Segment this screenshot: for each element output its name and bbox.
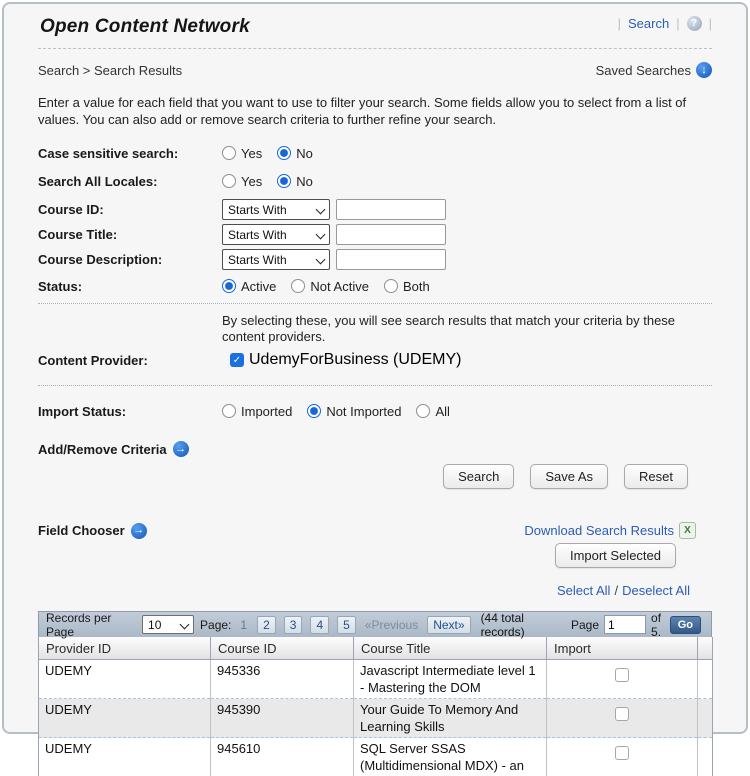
course-id-row bbox=[38, 199, 712, 220]
course-title-operator-select[interactable] bbox=[222, 224, 330, 245]
radio-selected-icon[interactable] bbox=[222, 279, 236, 293]
results-table bbox=[38, 637, 713, 776]
radio-selected-icon[interactable] bbox=[277, 146, 291, 160]
import-status-row bbox=[38, 403, 712, 419]
section-divider bbox=[38, 385, 712, 386]
course-description-input[interactable] bbox=[336, 249, 446, 270]
field-chooser-label: Field Chooser bbox=[38, 523, 125, 538]
breadcrumb: Search > Search Results bbox=[38, 63, 182, 78]
cell-course-title: SQL Server SSAS (Multidimensional MDX) - an bbox=[354, 738, 547, 776]
status-row bbox=[38, 278, 712, 294]
import-status-not-imported-radio[interactable] bbox=[307, 404, 401, 419]
radio-label: Not Imported bbox=[326, 404, 401, 419]
radio-icon[interactable] bbox=[384, 279, 398, 293]
column-course-title: Course Title bbox=[354, 637, 547, 660]
total-records: (44 total records) bbox=[481, 611, 565, 639]
radio-label: Imported bbox=[241, 404, 292, 419]
content-provider-row bbox=[38, 351, 712, 369]
cell-provider-id: UDEMY bbox=[39, 660, 211, 699]
cell-course-title: Javascript Intermediate level 1 - Mastering the DOM bbox=[354, 660, 547, 699]
cell-course-id: 945336 bbox=[211, 660, 354, 699]
page-3-link[interactable]: 3 bbox=[284, 616, 303, 634]
page-5-link[interactable]: 5 bbox=[337, 616, 356, 634]
cell-spacer bbox=[698, 738, 713, 776]
search-all-locales-label: Search All Locales: bbox=[38, 174, 222, 189]
cell-import bbox=[547, 738, 698, 776]
records-per-page-label: Records per Page bbox=[46, 611, 136, 639]
divider: | bbox=[618, 16, 621, 31]
add-remove-criteria[interactable] bbox=[38, 441, 189, 457]
section-divider bbox=[38, 303, 712, 304]
search-button[interactable]: Search bbox=[443, 464, 514, 489]
download-search-results-link[interactable]: Download Search Results bbox=[524, 523, 674, 538]
download-search-results[interactable] bbox=[524, 522, 696, 539]
case-sensitive-no-radio[interactable] bbox=[277, 146, 313, 161]
arrow-down-icon[interactable]: ↓ bbox=[696, 62, 712, 78]
course-description-row bbox=[38, 249, 712, 270]
course-id-label: Course ID: bbox=[38, 202, 222, 217]
column-spacer bbox=[698, 637, 713, 660]
course-description-operator-select[interactable] bbox=[222, 249, 330, 270]
radio-label: Yes bbox=[241, 174, 262, 189]
page-label: Page: bbox=[200, 618, 231, 632]
column-course-id: Course ID bbox=[211, 637, 354, 660]
radio-icon[interactable] bbox=[416, 404, 430, 418]
saved-searches[interactable] bbox=[596, 62, 712, 78]
excel-icon[interactable]: X bbox=[679, 522, 696, 539]
column-provider-id: Provider ID bbox=[39, 637, 211, 660]
divider: / bbox=[614, 583, 618, 598]
page-number-input[interactable] bbox=[604, 615, 646, 634]
row-import-checkbox[interactable] bbox=[615, 707, 629, 721]
arrow-right-icon[interactable]: → bbox=[131, 523, 147, 539]
status-label: Status: bbox=[38, 279, 222, 294]
import-status-imported-radio[interactable] bbox=[222, 404, 292, 419]
cell-provider-id: UDEMY bbox=[39, 699, 211, 738]
header-divider bbox=[38, 48, 712, 49]
save-as-button[interactable]: Save As bbox=[530, 464, 608, 489]
radio-label: Active bbox=[241, 279, 276, 294]
cell-spacer bbox=[698, 699, 713, 738]
course-id-operator-select[interactable] bbox=[222, 199, 330, 220]
help-icon[interactable]: ? bbox=[687, 16, 702, 31]
radio-icon[interactable] bbox=[222, 174, 236, 188]
cell-course-title: Your Guide To Memory And Learning Skills bbox=[354, 699, 547, 738]
import-selected-button[interactable]: Import Selected bbox=[555, 543, 676, 568]
course-id-input[interactable] bbox=[336, 199, 446, 220]
radio-label: No bbox=[296, 174, 313, 189]
action-buttons bbox=[38, 464, 688, 489]
arrow-right-icon[interactable]: → bbox=[173, 441, 189, 457]
cell-spacer bbox=[698, 660, 713, 699]
search-all-locales-row bbox=[38, 173, 712, 189]
go-button[interactable]: Go bbox=[670, 616, 701, 634]
table-row bbox=[39, 699, 713, 738]
page-header bbox=[38, 14, 712, 38]
page-4-link[interactable]: 4 bbox=[310, 616, 329, 634]
add-remove-criteria-row bbox=[38, 441, 712, 457]
row-import-checkbox[interactable] bbox=[615, 746, 629, 760]
radio-label: No bbox=[296, 146, 313, 161]
add-remove-criteria-label: Add/Remove Criteria bbox=[38, 442, 167, 457]
of-pages-label: of 5. bbox=[651, 611, 665, 639]
import-status-all-radio[interactable] bbox=[416, 404, 449, 419]
case-sensitive-row bbox=[38, 145, 712, 161]
breadcrumb-row bbox=[38, 62, 712, 78]
cell-course-id: 945390 bbox=[211, 699, 354, 738]
locales-no-radio[interactable] bbox=[277, 174, 313, 189]
table-row bbox=[39, 738, 713, 776]
checkbox-checked-icon[interactable]: ✓ bbox=[230, 353, 244, 367]
saved-searches-label: Saved Searches bbox=[596, 63, 691, 78]
field-chooser-row bbox=[38, 522, 712, 539]
checkbox-label: UdemyForBusiness (UDEMY) bbox=[249, 351, 461, 369]
status-active-radio[interactable] bbox=[222, 279, 276, 294]
course-title-row bbox=[38, 224, 712, 245]
radio-selected-icon[interactable] bbox=[307, 404, 321, 418]
top-nav bbox=[618, 16, 712, 31]
cell-provider-id: UDEMY bbox=[39, 738, 211, 776]
course-description-label: Course Description: bbox=[38, 252, 222, 267]
intro-text: Enter a value for each field that you want to use to filter your search. Some fields allow you to select from a list of values. You can also add or remove search criteria to further refine your search. bbox=[38, 94, 712, 128]
reset-button[interactable]: Reset bbox=[624, 464, 688, 489]
pagination-bar bbox=[38, 611, 712, 637]
open-content-network-page bbox=[2, 2, 748, 734]
course-title-label: Course Title: bbox=[38, 227, 222, 242]
radio-label: Both bbox=[403, 279, 430, 294]
case-sensitive-label: Case sensitive search: bbox=[38, 146, 222, 161]
cell-course-id: 945610 bbox=[211, 738, 354, 776]
radio-label: Yes bbox=[241, 146, 262, 161]
select-all-row bbox=[38, 583, 690, 598]
records-per-page-select[interactable] bbox=[142, 615, 194, 634]
divider: | bbox=[709, 16, 712, 31]
import-selected-row bbox=[38, 543, 676, 568]
locales-yes-radio[interactable] bbox=[222, 174, 262, 189]
row-import-checkbox[interactable] bbox=[615, 668, 629, 682]
cell-import bbox=[547, 660, 698, 699]
radio-icon[interactable] bbox=[222, 404, 236, 418]
page-1-current: 1 bbox=[240, 618, 247, 632]
page-2-link[interactable]: 2 bbox=[257, 616, 276, 634]
page-input-label: Page bbox=[571, 618, 599, 632]
column-import: Import bbox=[547, 637, 698, 660]
radio-icon[interactable] bbox=[291, 279, 305, 293]
import-status-label: Import Status: bbox=[38, 404, 222, 419]
table-row bbox=[39, 660, 713, 699]
table-header-row bbox=[39, 637, 713, 660]
divider: | bbox=[676, 16, 679, 31]
previous-link-disabled: «Previous bbox=[365, 618, 418, 632]
radio-label: All bbox=[435, 404, 449, 419]
radio-label: Not Active bbox=[310, 279, 369, 294]
course-title-input[interactable] bbox=[336, 224, 446, 245]
radio-selected-icon[interactable] bbox=[277, 174, 291, 188]
radio-icon[interactable] bbox=[222, 146, 236, 160]
cell-import bbox=[547, 699, 698, 738]
status-both-radio[interactable] bbox=[384, 279, 430, 294]
next-link[interactable]: Next» bbox=[427, 616, 470, 634]
content-provider-note: By selecting these, you will see search results that match your criteria by these content providers. bbox=[222, 313, 702, 345]
nav-search-link[interactable]: Search bbox=[628, 16, 669, 31]
field-chooser[interactable] bbox=[38, 523, 147, 539]
status-not-active-radio[interactable] bbox=[291, 279, 369, 294]
select-all-link[interactable]: Select All bbox=[557, 583, 610, 598]
content-provider-label: Content Provider: bbox=[38, 353, 222, 368]
content-provider-checkbox-option[interactable] bbox=[230, 351, 461, 369]
case-sensitive-yes-radio[interactable] bbox=[222, 146, 262, 161]
deselect-all-link[interactable]: Deselect All bbox=[622, 583, 690, 598]
page-title: Open Content Network bbox=[40, 16, 250, 38]
